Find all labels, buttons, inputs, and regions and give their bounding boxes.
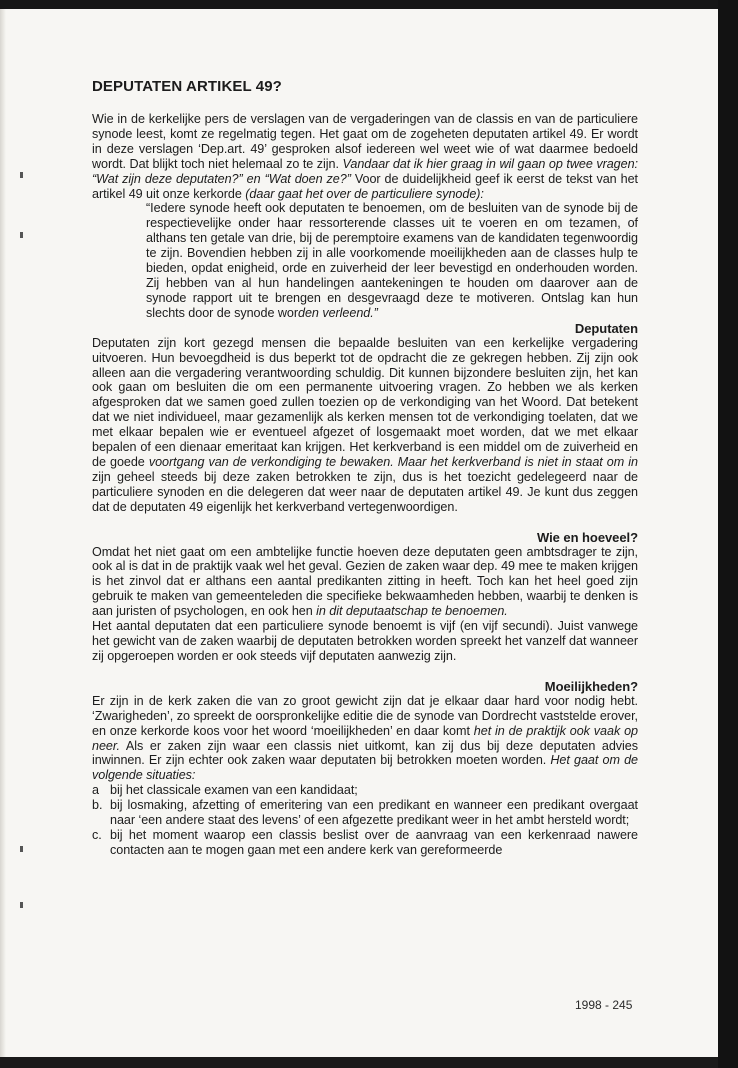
list-item	[92, 783, 638, 798]
page-shadow	[0, 9, 6, 1057]
list-item-text: bij losmaking, afzetting of emeritering van een predikant en wanneer een predikant overgaat naar ‘een andere staat des levens’ of een afgezette predikant weer in het ambt hersteld wordt;	[110, 798, 638, 828]
punch-mark	[20, 172, 23, 178]
text-run: “Iedere synode heeft ook deputaten te benoemen, om de besluiten van de synode bij de respectievelijke onder haar ressorterende classes uit te voeren en om tezamen, of althans ten getale van drie, bij de peremptoire examens van de kandidaten tegenwoordig te zijn. Bovendien hebben zij in alle voorkomende moeilijkheden aan de classes hulp te bieden, opdat enigheid, orde en zuiverheid der leer bevestigd en onderhouden worden. Zij hebben van al hun handelingen aantekeningen te houden om daarover aan de synode rapport uit te brengen en desgevraagd deze te motiveren. Ontslag kan hun slechts door de synode wor	[146, 201, 638, 320]
text-run: zijn geheel steeds bij deze zaken betrokken te zijn, dus is het toezicht gedelegeerd naar de particuliere synoden en die delegeren dat weer naar de deputaten artikel 49. Je kunt dus zeggen dat de deputaten 49 eigenlijk het kerkverband vertegenwoordigen.	[92, 469, 638, 514]
italic-text-run: (daar gaat het over de particuliere synode):	[245, 186, 484, 201]
italic-text-run: den verleend.”	[298, 305, 378, 320]
intro-paragraph	[92, 112, 638, 201]
punch-mark	[20, 846, 23, 852]
scan-border-right	[718, 0, 738, 1068]
text-run: Wie in de kerkelijke pers de verslagen van de vergaderingen van de classis en van de particuliere synode leest, komt ze regelmatig tegen. Het gaat om de zogeheten deputaten artikel 49. Er wordt in deze verslagen ‘Dep.art. 49’ gesproken alsof iedereen wel weet wie of wat daarmee bedoeld wordt. Dat blijkt toch niet helemaal zo te zijn.	[92, 112, 638, 171]
list-marker: b.	[92, 798, 103, 813]
list-item-text: bij het moment waarop een classis beslist over de aanvraag van een kerkenraad nawere contacten aan te mogen gaan met een andere kerk van gereformeerde	[110, 827, 638, 857]
page-number: 1998 - 245	[575, 998, 633, 1012]
text-run: Voor de duidelijkheid geef ik eerst de tekst van het artikel 49 uit onze kerkorde	[92, 171, 638, 201]
section-paragraph	[92, 694, 638, 783]
italic-text-run: het in de praktijk ook vaak op neer.	[92, 723, 638, 753]
text-run: Het aantal deputaten dat een particuliere synode benoemt is vijf (en vijf secundi). Juist vanwege het gewicht van de zaken waarbij de deputaten betrokken worden spreekt het vanzelf dat wanneer zij opgeroepen worden er ook steeds vijf deputaten aanwezig zijn.	[92, 619, 638, 663]
text-run: Er zijn in de kerk zaken die van zo groot gewicht zijn dat je elkaar daar hard voor nodig hebt. ‘Zwarigheden’, zo spreekt de oorspronkelijke editie die de synode van Dordrecht vaststelde erover, en onze kerkorde koos voor het woord ‘moeilijkheden’ en daar komt	[92, 693, 638, 738]
list-item	[92, 798, 638, 828]
situations-list	[92, 783, 638, 858]
italic-text-run: in dit deputaatschap te benoemen.	[316, 604, 508, 619]
list-item-text: bij het classicale examen van een kandidaat;	[110, 783, 358, 798]
list-marker: a	[92, 783, 99, 798]
article-title: DEPUTATEN ARTIKEL 49?	[92, 78, 282, 95]
punch-mark	[20, 232, 23, 238]
article	[92, 78, 638, 858]
section-paragraph	[92, 619, 638, 664]
section-heading: Deputaten	[574, 320, 638, 336]
text-run: Als er zaken zijn waar een classis niet uitkomt, kan zij dus bij deze deputaten advies inwinnen. Er zijn echter ook zaken waar deputaten bij betrokken moeten worden.	[92, 738, 638, 768]
text-run: Omdat het niet gaat om een ambtelijke functie hoeven deze deputaten geen ambtsdrager te zijn, ook al is dat in de praktijk vaak wel het geval. Gezien de zaken waar dep. 49 mee te maken krijgen is het zinvol dat er althans een aantal predikanten zitting in heeft. Toch kan het heel goed zijn gebruik te maken van gemeenteleden die specifieke bekwaamheden hebben, waarbij te denken is aan juristen of psychologen, en ook hen	[92, 544, 638, 619]
sections	[92, 321, 638, 858]
italic-text-run: voortgang van de verkondiging te bewaken. Maar het kerkverband is niet in staat om in	[148, 454, 638, 469]
section-paragraph	[92, 545, 638, 620]
text-run: Deputaten zijn kort gezegd mensen die bepaalde besluiten van een kerkelijke vergadering uitvoeren. Hun bevoegdheid is dus beperkt tot de opdracht die ze gekregen hebben. Zij zijn ook alleen aan die vergadering verantwoording schuldig. Dit kunnen bijzondere besluiten zijn, het kan ook gaan om besluiten die om een permanente uitvoering vragen. Zo hebben we als kerken afgesproken dat we samen goed zullen toezien op de verkondiging van het Woord. Dat betekent dat we niet individueel, maar gezamenlijk als kerken mensen tot de verkondiging toelaten, dat we met elkaar bepalen wie er eventueel afgezet of losgemaakt moet worden, dat we met elkaar bepalen of een dienaar emeritaat kan krijgen. Het kerkverband is een middel om de zuiverheid en de goede	[92, 335, 638, 469]
list-item	[92, 828, 638, 858]
section-spacer	[92, 515, 638, 530]
list-marker: c.	[92, 827, 102, 842]
italic-text-run: Het gaat om de volgende situaties:	[92, 753, 638, 783]
section-heading: Wie en hoeveel?	[537, 529, 638, 545]
article-49-quote	[146, 201, 638, 320]
section-heading: Moeilijkheden?	[544, 678, 638, 694]
scan-border-top	[0, 0, 738, 9]
section-paragraph	[92, 336, 638, 515]
scan-border-bottom	[0, 1057, 718, 1068]
section-spacer	[92, 664, 638, 679]
italic-text-run: Vandaar dat ik hier graag in wil gaan op twee vragen: “Wat zijn deze deputaten?” en “Wat doen ze?”	[92, 156, 638, 186]
punch-mark	[20, 902, 23, 908]
